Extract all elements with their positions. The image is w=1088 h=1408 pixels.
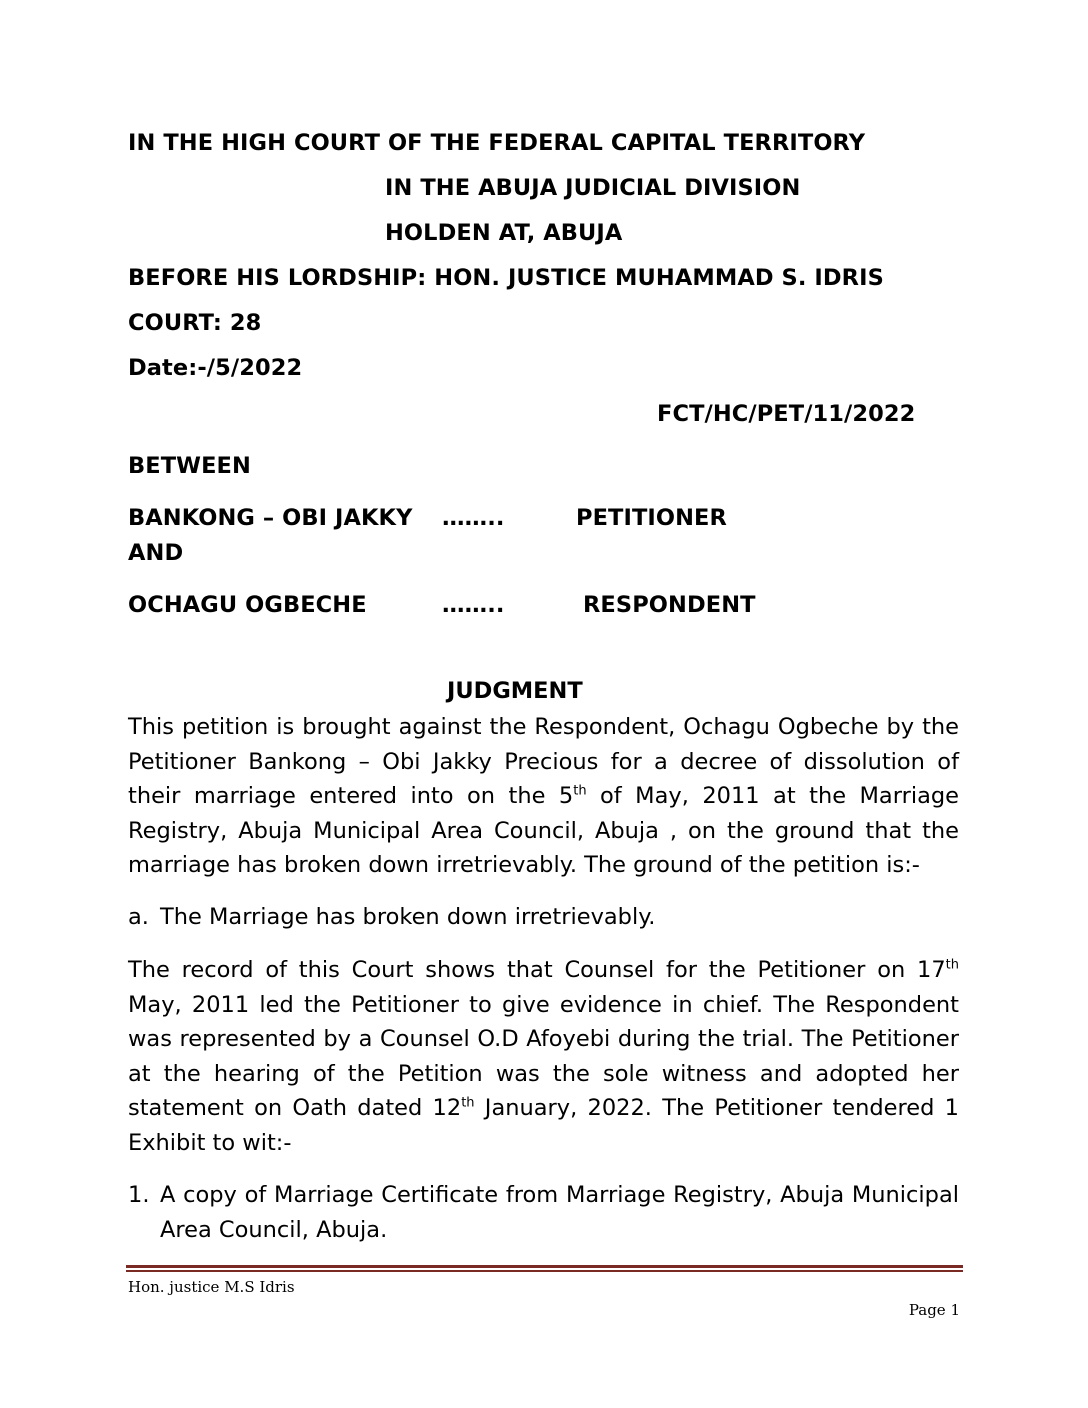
judgment-date: Date:-/5/2022	[128, 355, 303, 381]
respondent-name: OCHAGU OGBECHE	[128, 592, 367, 618]
suit-number: FCT/HC/PET/11/2022	[657, 401, 916, 427]
between-label: BETWEEN	[128, 453, 251, 479]
and-label: AND	[128, 540, 184, 566]
paragraph-record: The record of this Court shows that Counsel for the Petitioner on 17th May, 2011 led the Petitioner to give evidence in chief. The Respondent was represented by a Counsel O.D Afoyebi during the trial. The Petitioner at the hearing of the Petition was the sole witness and adopted her statement on Oath dated 12th January, 2022. The Petitioner tendered 1 Exhibit to wit:-	[128, 957, 959, 1156]
footer-divider	[126, 1270, 963, 1272]
list-marker: a.	[128, 904, 149, 930]
holden-heading: HOLDEN AT, ABUJA	[385, 220, 623, 246]
respondent-role: RESPONDENT	[583, 592, 756, 618]
page-number: Page 1	[908, 1301, 960, 1319]
footer-divider	[126, 1265, 963, 1268]
paragraph-petition-intro: This petition is brought against the Respondent, Ochagu Ogbeche by the Petitioner Bankong – Obi Jakky Precious for a decree of dissolution of their marriage entered into on the 5th of May, 2011 at the Marriage Registry, Abuja Municipal Area Council, Abuja , on the ground that the marriage has broken down irretrievably. The ground of the petition is:-	[128, 714, 959, 878]
respondent-dots: ……..	[442, 592, 505, 618]
list-item-text: A copy of Marriage Certificate from Marriage Registry, Abuja Municipal Area Council, Abuja.	[160, 1182, 959, 1243]
ground-list-item	[128, 900, 959, 935]
list-marker: 1.	[128, 1182, 150, 1208]
division-heading: IN THE ABUJA JUDICIAL DIVISION	[385, 175, 801, 201]
judge-heading: BEFORE HIS LORDSHIP: HON. JUSTICE MUHAMMAD S. IDRIS	[128, 265, 884, 291]
judgment-title: JUDGMENT	[447, 678, 583, 704]
list-item-text: The Marriage has broken down irretrievably.	[160, 904, 656, 930]
footer-author: Hon. justice M.S Idris	[128, 1278, 295, 1296]
exhibit-list-item	[128, 1178, 959, 1247]
court-heading: IN THE HIGH COURT OF THE FEDERAL CAPITAL TERRITORY	[128, 130, 866, 156]
petitioner-role: PETITIONER	[576, 505, 727, 531]
court-number: COURT: 28	[128, 310, 262, 336]
petitioner-dots: ……..	[442, 505, 505, 531]
petitioner-name: BANKONG – OBI JAKKY	[128, 505, 413, 531]
